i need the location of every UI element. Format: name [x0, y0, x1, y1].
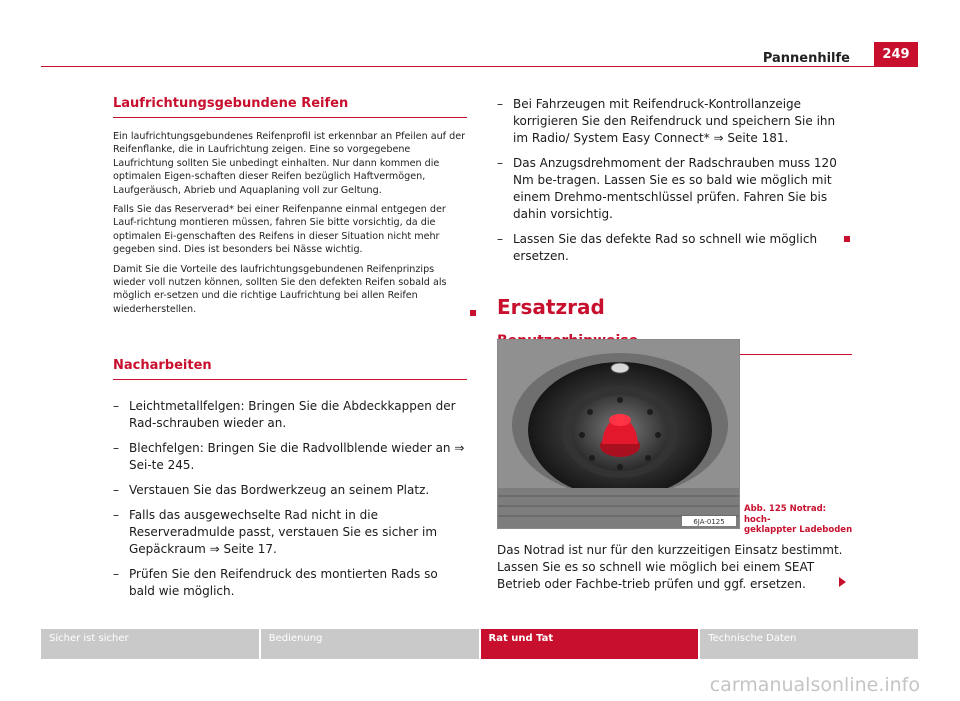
figure-caption [744, 504, 854, 536]
header-rule [41, 66, 918, 67]
step-text: Verstauen Sie das Bordwerkzeug an seinem Platz. [129, 483, 430, 498]
list-dash: – [497, 232, 503, 246]
footer-tab-rat-und-tat[interactable]: Rat und Tat [481, 629, 699, 659]
paragraph-text: Damit Sie die Vorteile des laufrichtungsgebundenen Reifenprinzips wieder voll nutzen können, sollten Sie den defekten Reifen sobald als möglich er-setzen und die richtige Laufrichtung bei allen Reifen wiederherstellen. [113, 263, 447, 315]
page-number: 249 [874, 42, 918, 67]
paragraph: Falls Sie das Reserverad* bei einer Reifenpanne einmal entgegen der Lauf-richtung montieren müssen, fahren Sie bitte vorsichtig, da die optimalen Ei-genschaften des Reifens in dieser Situation nicht mehr gegeben sind. Dies ist besonders bei Nässe wichtig. [113, 204, 446, 256]
list-dash: – [113, 567, 119, 582]
chapter-heading-ersatzrad: Ersatzrad [497, 295, 605, 319]
list-dash: – [113, 399, 119, 414]
step-text: Prüfen Sie den Reifendruck des montierten Rads so bald wie möglich. [129, 567, 438, 599]
list-dash: – [497, 156, 503, 170]
right-column [497, 96, 852, 355]
footer-tab-sicher[interactable]: Sicher ist sicher [41, 629, 259, 659]
step-list-continued [497, 96, 852, 265]
list-dash: – [497, 97, 503, 111]
figure-code: 6JA-0125 [693, 518, 725, 526]
spare-wheel-figure [497, 339, 740, 529]
footer-tab-bedienung[interactable]: Bedienung [261, 629, 479, 659]
list-item [113, 482, 467, 499]
footer-nav [41, 629, 918, 659]
list-dash: – [113, 483, 119, 498]
section-end-marker [470, 310, 476, 316]
list-item [497, 96, 852, 147]
list-item [113, 398, 467, 432]
chapter-title: Pannenhilfe [762, 51, 850, 66]
step-text: Das Anzugsdrehmoment der Radschrauben muss 120 Nm be-tragen. Lassen Sie es so bald wie möglich mit einem Drehmo-mentschlüssel prüfen. Fahren Sie bis dahin vorsichtig. [513, 156, 837, 221]
paragraph: Ein laufrichtungsgebundenes Reifenprofil ist erkennbar an Pfeilen auf der Reifenflanke, die in Laufrichtung zeigen. Eine so vorgegebene Laufrichtung sollten Sie unbedingt einhalten. Nur dann kommen die optimalen Eigen-schaften dieser Reifen bezüglich Haftvermögen, Laufgeräusch, Abrieb und Aquaplaning voll zur Geltung. [113, 131, 466, 196]
footer-tab-technische-daten[interactable]: Technische Daten [700, 629, 918, 659]
notrad-paragraph: Das Notrad ist nur für den kurzzeitigen Einsatz bestimmt. Lassen Sie es so schnell wie möglich bei einem SEAT Betrieb oder Fachbe-trieb prüfen und ggf. ersetzen. [497, 543, 843, 591]
step-text: Lassen Sie das defekte Rad so schnell wie möglich ersetzen. [513, 232, 818, 263]
list-dash: – [113, 441, 119, 456]
continue-arrow-icon [839, 577, 846, 587]
list-item [113, 566, 467, 600]
list-item [113, 507, 467, 558]
caption-line: geklappter Ladeboden [744, 525, 853, 535]
step-text: Falls das ausgewechselte Rad nicht in die Reserveradmulde passt, verstauen Sie es sicher im Gepäckraum ⇒ Seite 17. [129, 508, 438, 557]
section-title-nacharbeiten: Nacharbeiten [113, 358, 467, 380]
list-item [497, 155, 852, 223]
section-end-marker [844, 236, 850, 242]
paragraph [113, 263, 467, 317]
list-item [497, 231, 852, 265]
list-dash: – [113, 508, 119, 523]
step-text: Leichtmetallfelgen: Bringen Sie die Abdeckkappen der Rad-schrauben wieder an. [129, 399, 456, 431]
caption-line: Abb. 125 Notrad: hoch- [744, 504, 827, 525]
step-text: Blechfelgen: Bringen Sie die Radvollblende wieder an ⇒ Sei-te 245. [129, 441, 465, 473]
spare-wheel-illustration [498, 340, 739, 528]
section-title-laufrichtung: Laufrichtungsgebundene Reifen [113, 96, 467, 118]
step-list-nacharbeiten [113, 398, 467, 600]
step-text: Bei Fahrzeugen mit Reifendruck-Kontrollanzeige korrigieren Sie den Reifendruck und speichern Sie ihn im Radio/ System Easy Connect* ⇒ Seite 181. [513, 97, 836, 145]
watermark: carmanualsonline.info [709, 674, 920, 696]
list-item [113, 440, 467, 474]
left-column [113, 96, 467, 608]
